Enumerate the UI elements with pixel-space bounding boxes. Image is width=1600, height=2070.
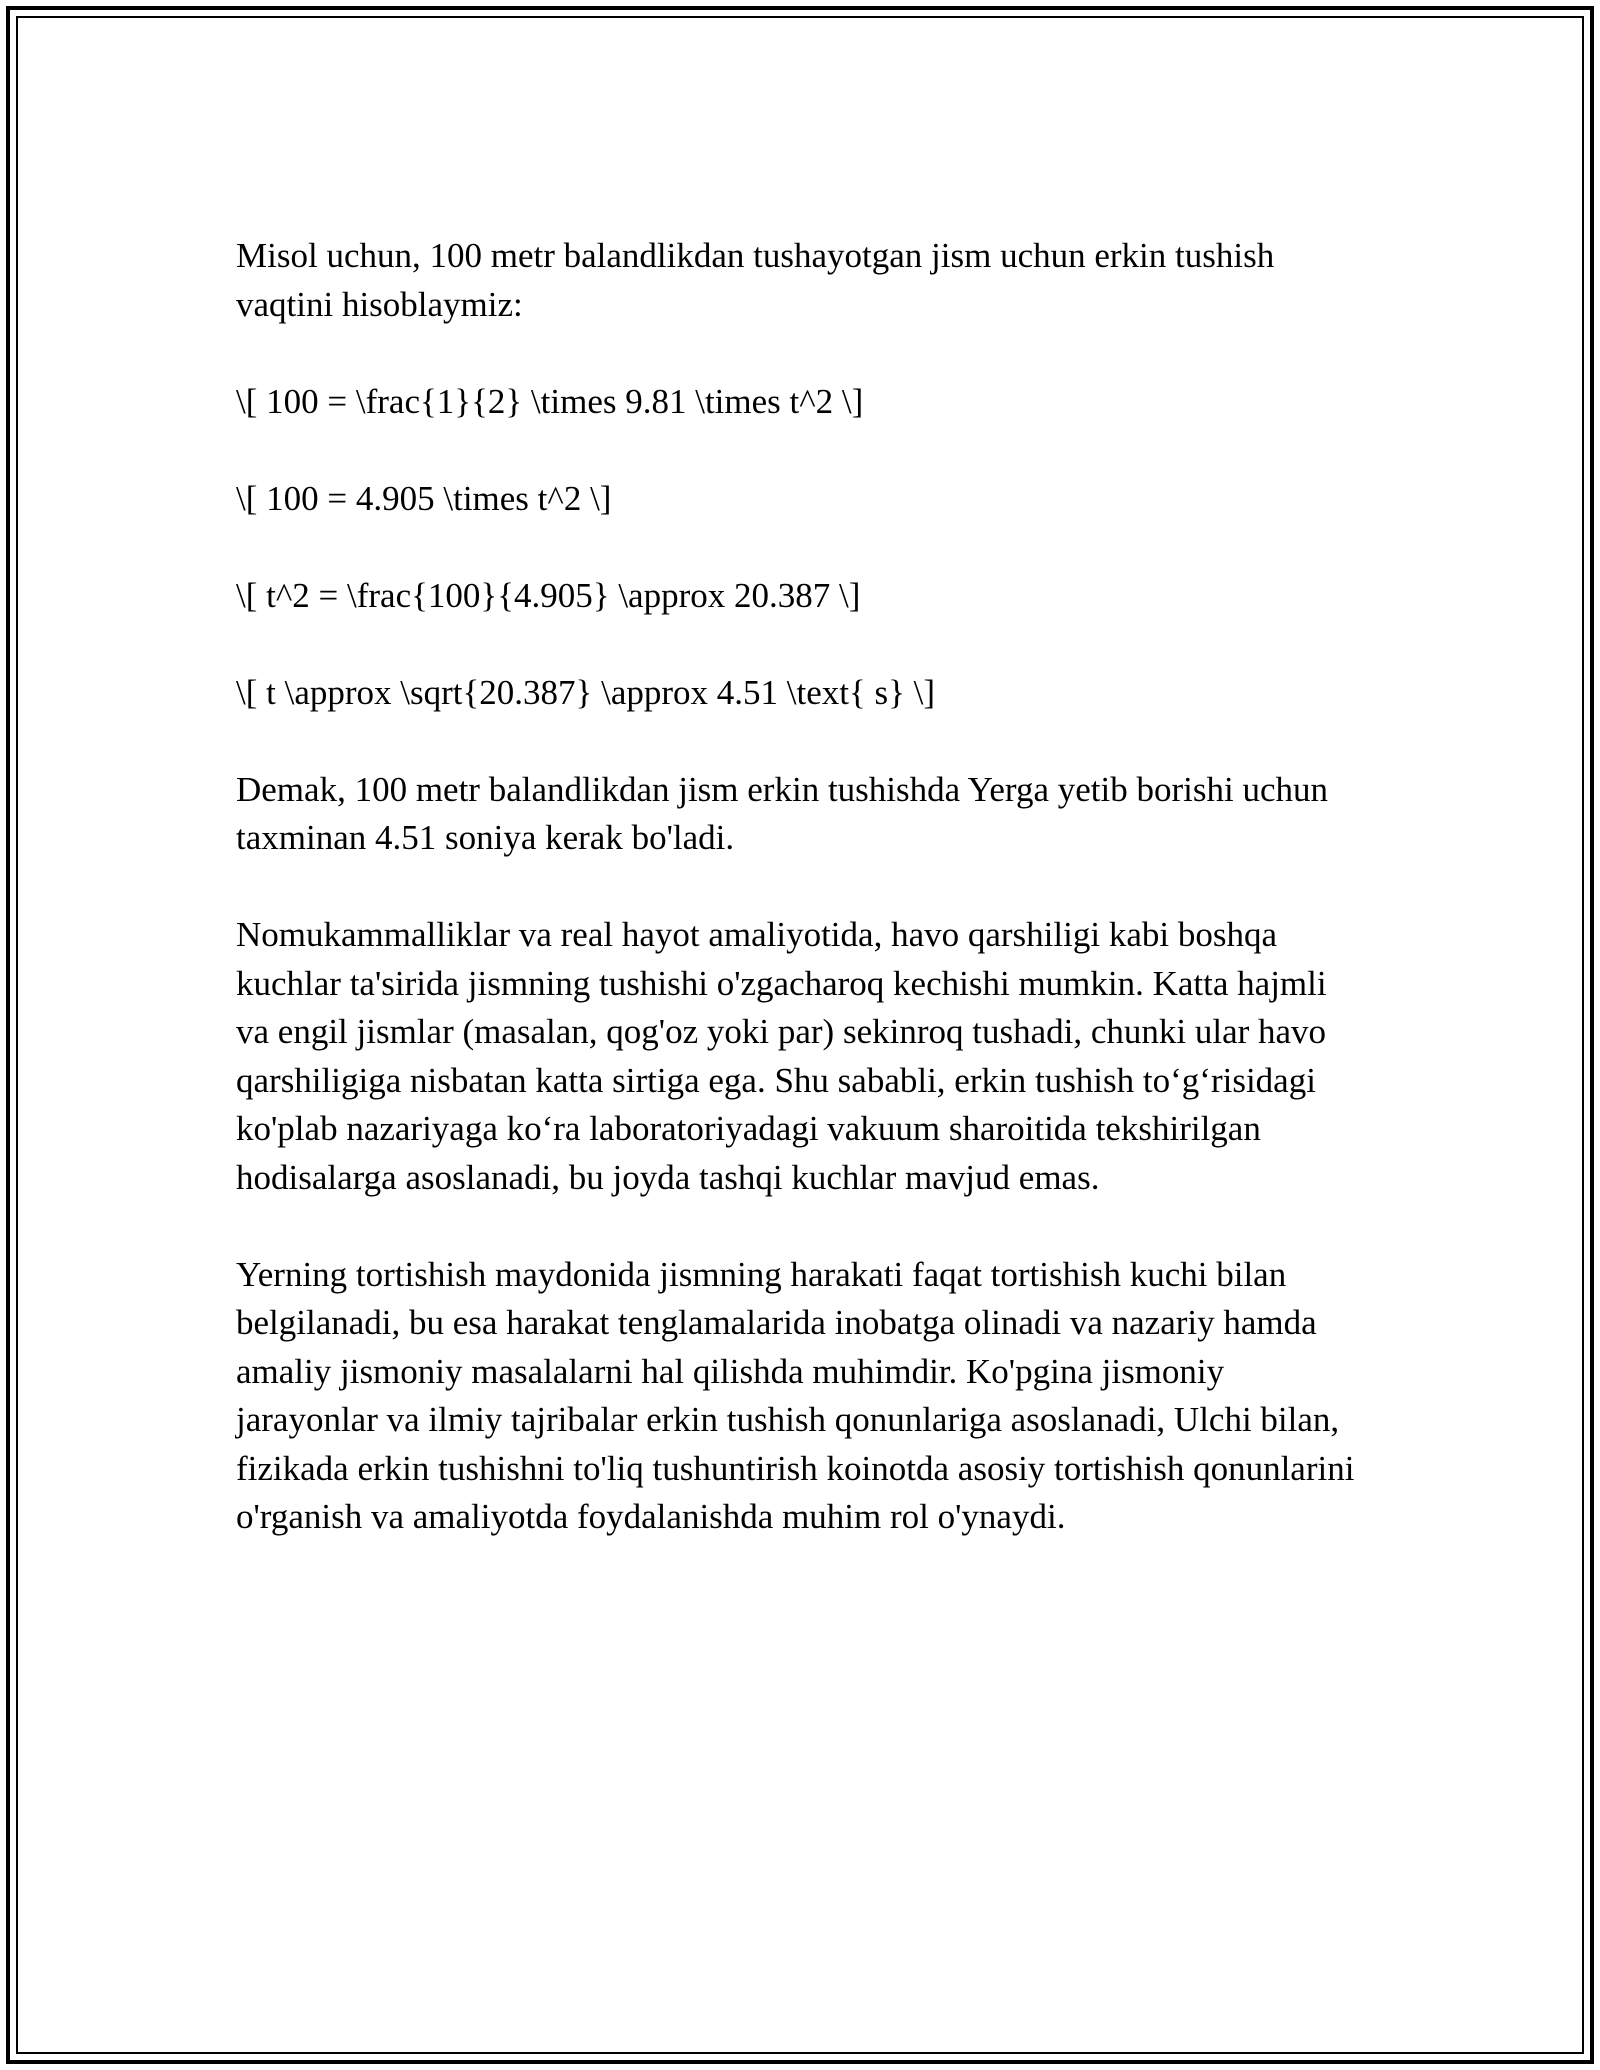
equation-4: \[ t \approx \sqrt{20.387} \approx 4.51 \text{ s} \] <box>236 672 936 712</box>
air-resistance-paragraph: Nomukammalliklar va real hayot amaliyotida, havo qarshiligi kabi boshqa kuchlar ta'sirida jismning tushishi o'zgacharoq kechishi mumkin. Katta hajmli va engil jismlar (masalan, qog'oz yoki par) sekinroq tushadi, chunki ular havo qarshiligiga nisbatan katta sirtiga ega. Shu sababli, erkin tushish to‘g‘risidagi ko'plab nazariyaga ko‘ra laboratoriyadagi vakuum sharoitida tekshirilgan hodisalarga asoslanadi, bu joyda tashqi kuchlar mavjud emas. <box>236 915 1327 1197</box>
conclusion-paragraph: Demak, 100 metr balandlikdan jism erkin tushishda Yerga yetib borishi uchun taxminan 4.51 soniya kerak bo'ladi. <box>236 769 1328 857</box>
document-body <box>236 232 1366 1590</box>
intro-paragraph: Misol uchun, 100 metr balandlikdan tushayotgan jism uchun erkin tushish vaqtini hisoblaymiz: <box>236 236 1275 324</box>
gravity-field-paragraph: Yerning tortishish maydonida jismning harakati faqat tortishish kuchi bilan belgilanadi, bu esa harakat tenglamalarida inobatga olinadi va nazariy hamda amaliy jismoniy masalalarni hal qilishda muhimdir. Ko'pgina jismoniy jarayonlar va ilmiy tajribalar erkin tushish qonunlariga asoslanadi, Ulchi bilan, fizikada erkin tushishni to'liq tushuntirish koinotda asosiy tortishish qonunlarini o'rganish va amaliyotda foydalanishda muhim rol o'ynaydi. <box>236 1254 1355 1536</box>
equation-3: \[ t^2 = \frac{100}{4.905} \approx 20.387 \] <box>236 575 861 615</box>
equation-1: \[ 100 = \frac{1}{2} \times 9.81 \times t^2 \] <box>236 381 864 421</box>
equation-2: \[ 100 = 4.905 \times t^2 \] <box>236 478 612 518</box>
